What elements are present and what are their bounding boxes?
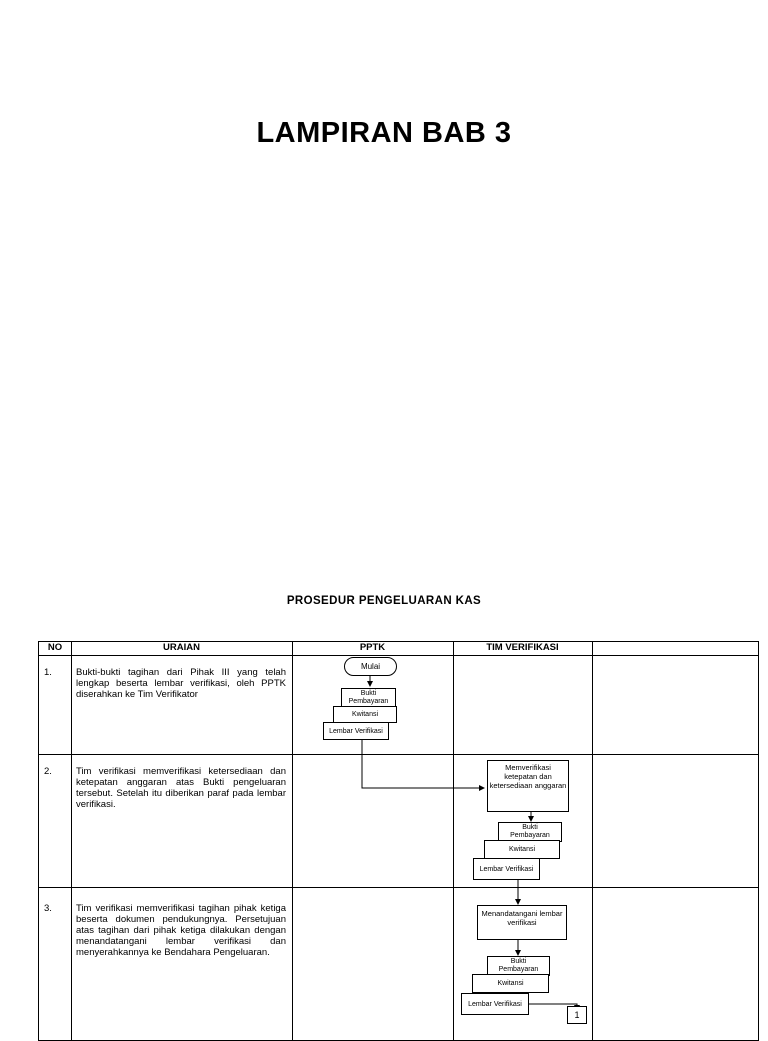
header-pptk: PPTK	[359, 642, 386, 653]
offpage-connector: 1	[567, 1006, 587, 1024]
row-number: 1.	[44, 667, 52, 678]
row-description: Tim verifikasi memverifikasi tagihan pihak ketiga beserta dokumen pendukungnya. Persetujuan atas tagihan dari pihak ketiga dilakukan dengan menandatangani lembar verifikasi dan menyerahkannya ke Bendahara Pengeluaran.	[76, 903, 286, 958]
procedure-title: PROSEDUR PENGELUARAN KAS	[286, 595, 482, 607]
doc-bukti-pembayaran	[487, 956, 550, 976]
header-tim-verifikasi: TIM VERIFIKASI	[486, 642, 559, 653]
start-terminal: Mulai	[344, 657, 397, 676]
doc-label: Bukti Pembayaran	[510, 824, 550, 839]
header-uraian: URAIAN	[163, 642, 200, 653]
doc-bukti-pembayaran	[498, 822, 562, 842]
process-sign-verification: Menandatangani lembar verifikasi	[477, 905, 567, 940]
row-description: Bukti-bukti tagihan dari Pihak III yang telah lengkap beserta lembar verifikasi, oleh PPTK diserahkan ke Tim Verifikator	[76, 667, 286, 700]
doc-label: Bukti Pembayaran	[348, 690, 389, 705]
doc-kwitansi: Kwitansi	[484, 840, 560, 859]
doc-lembar-verifikasi: Lembar Verifikasi	[473, 858, 540, 880]
page-title: LAMPIRAN BAB 3	[256, 117, 512, 149]
doc-kwitansi: Kwitansi	[333, 706, 397, 723]
doc-lembar-verifikasi: Lembar Verifikasi	[461, 993, 529, 1015]
row-number: 3.	[44, 903, 52, 914]
doc-kwitansi: Kwitansi	[472, 974, 549, 993]
flow-arrow	[362, 740, 484, 788]
doc-lembar-verifikasi: Lembar Verifikasi	[323, 722, 389, 740]
row-number: 2.	[44, 766, 52, 777]
row-description: Tim verifikasi memverifikasi ketersediaan dan ketepatan anggaran atas Bukti pengeluaran tersebut. Setelah itu diberikan paraf pada lembar verifikasi.	[76, 766, 286, 810]
doc-bukti-pembayaran	[341, 688, 396, 708]
doc-label: Bukti Pembayaran	[498, 958, 539, 973]
process-verify-budget: Memverifikasi ketepatan dan ketersediaan anggaran	[487, 760, 569, 812]
header-no: NO	[47, 642, 63, 653]
